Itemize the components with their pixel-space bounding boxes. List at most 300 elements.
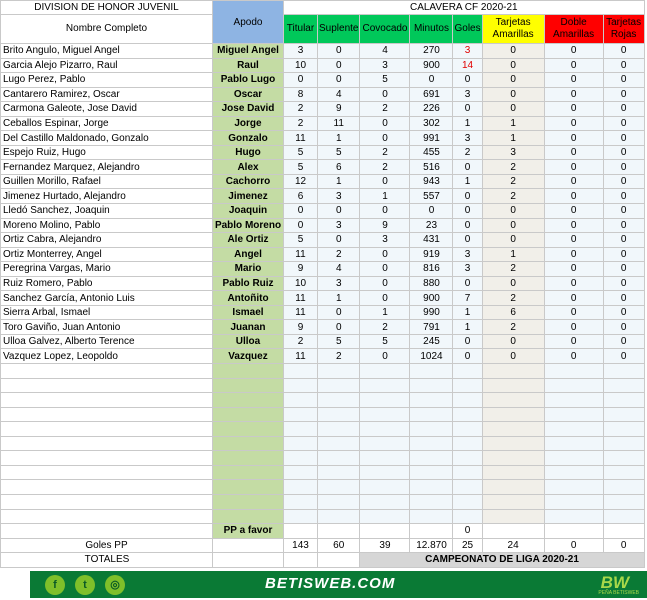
minutos-value[interactable]: 226 [410,102,453,117]
amarillas-value[interactable]: 0 [482,44,544,59]
player-nickname[interactable]: Cachorro [213,174,284,189]
rojas-value[interactable]: 0 [603,262,644,277]
empty-cell[interactable] [544,524,603,539]
empty-cell[interactable] [318,465,360,480]
minutos-value[interactable]: 270 [410,44,453,59]
minutos-value[interactable]: 431 [410,233,453,248]
empty-cell[interactable] [284,480,318,495]
player-nickname[interactable]: Raul [213,58,284,73]
empty-cell[interactable] [213,553,284,568]
minutos-value[interactable]: 791 [410,320,453,335]
empty-cell[interactable] [360,393,410,408]
amarillas-value[interactable]: 0 [482,58,544,73]
titular-value[interactable]: 8 [284,87,318,102]
rojas-value[interactable]: 0 [603,102,644,117]
empty-cell[interactable] [1,451,213,466]
titular-value[interactable]: 0 [284,73,318,88]
titular-value[interactable]: 3 [284,44,318,59]
convocado-value[interactable]: 0 [360,262,410,277]
convocado-value[interactable]: 2 [360,320,410,335]
convocado-value[interactable]: 0 [360,131,410,146]
goles-value[interactable]: 7 [453,291,482,306]
amarillas-value[interactable]: 0 [482,349,544,364]
titular-value[interactable]: 11 [284,247,318,262]
empty-cell[interactable] [318,509,360,524]
rojas-value[interactable]: 0 [603,58,644,73]
empty-cell[interactable] [603,407,644,422]
empty-cell[interactable] [318,451,360,466]
convocado-value[interactable]: 0 [360,204,410,219]
empty-cell[interactable] [453,436,482,451]
convocado-value[interactable]: 0 [360,116,410,131]
player-name[interactable]: Lledó Sanchez, Joaquin [1,204,213,219]
empty-cell[interactable] [453,393,482,408]
suplente-value[interactable]: 5 [318,334,360,349]
empty-cell[interactable] [544,494,603,509]
rojas-value[interactable]: 0 [603,291,644,306]
empty-cell[interactable] [544,451,603,466]
goles-value[interactable]: 0 [453,218,482,233]
minutos-value[interactable]: 0 [410,73,453,88]
empty-cell[interactable] [603,509,644,524]
minutos-total[interactable]: 12.870 [410,538,453,553]
player-nickname[interactable]: Vazquez [213,349,284,364]
titular-value[interactable]: 2 [284,102,318,117]
suplente-value[interactable]: 3 [318,276,360,291]
amarillas-value[interactable]: 2 [482,174,544,189]
empty-cell[interactable] [360,465,410,480]
doble-amarillas-value[interactable]: 0 [544,276,603,291]
convocado-total[interactable]: 39 [360,538,410,553]
empty-cell[interactable] [544,465,603,480]
empty-cell[interactable] [410,422,453,437]
rojas-value[interactable]: 0 [603,334,644,349]
suplente-value[interactable]: 0 [318,320,360,335]
rojas-total[interactable]: 0 [603,538,644,553]
player-nickname[interactable]: Antoñito [213,291,284,306]
player-nickname[interactable]: Jorge [213,116,284,131]
empty-cell[interactable] [482,509,544,524]
amarillas-value[interactable]: 0 [482,204,544,219]
doble-amarillas-value[interactable]: 0 [544,204,603,219]
empty-cell[interactable] [318,407,360,422]
campeonato-label[interactable]: CAMPEONATO DE LIGA 2020-21 [360,553,644,568]
player-nickname[interactable]: Angel [213,247,284,262]
empty-cell[interactable] [410,436,453,451]
player-name[interactable]: Sanchez García, Antonio Luis [1,291,213,306]
empty-cell[interactable] [482,378,544,393]
goles-value[interactable]: 0 [453,102,482,117]
suplente-value[interactable]: 5 [318,145,360,160]
empty-cell[interactable] [544,378,603,393]
rojas-value[interactable]: 0 [603,233,644,248]
titular-value[interactable]: 11 [284,305,318,320]
minutos-value[interactable]: 816 [410,262,453,277]
player-nickname[interactable]: Pablo Moreno [213,218,284,233]
player-name[interactable]: Jimenez Hurtado, Alejandro [1,189,213,204]
empty-cell[interactable] [284,494,318,509]
rojas-value[interactable]: 0 [603,189,644,204]
empty-cell[interactable] [544,422,603,437]
amarillas-value[interactable]: 3 [482,145,544,160]
amarillas-value[interactable]: 0 [482,233,544,248]
amarillas-header[interactable]: Tarjetas Amarillas [482,15,544,44]
empty-cell[interactable] [603,524,644,539]
suplente-value[interactable]: 3 [318,218,360,233]
amarillas-value[interactable]: 2 [482,189,544,204]
minutos-value[interactable]: 900 [410,58,453,73]
empty-cell[interactable] [410,480,453,495]
goles-value[interactable]: 3 [453,87,482,102]
convocado-value[interactable]: 1 [360,305,410,320]
minutos-value[interactable]: 557 [410,189,453,204]
doble-amarillas-value[interactable]: 0 [544,305,603,320]
player-name[interactable]: Ruiz Romero, Pablo [1,276,213,291]
titular-value[interactable]: 5 [284,145,318,160]
empty-cell[interactable] [318,364,360,379]
suplente-value[interactable]: 1 [318,131,360,146]
player-nickname[interactable]: Alex [213,160,284,175]
suplente-value[interactable]: 11 [318,116,360,131]
club-season-title[interactable]: CALAVERA CF 2020-21 [284,1,645,15]
doble-amarillas-value[interactable]: 0 [544,233,603,248]
player-name[interactable]: Garcia Alejo Pizarro, Raul [1,58,213,73]
empty-cell[interactable] [603,393,644,408]
suplente-value[interactable]: 0 [318,204,360,219]
empty-cell[interactable] [213,436,284,451]
doble-amarillas-value[interactable]: 0 [544,262,603,277]
amarillas-value[interactable]: 1 [482,247,544,262]
suplente-header[interactable]: Suplente [318,15,360,44]
suplente-value[interactable]: 4 [318,87,360,102]
player-nickname[interactable]: Ismael [213,305,284,320]
goles-value[interactable]: 0 [453,334,482,349]
empty-cell[interactable] [410,393,453,408]
empty-cell[interactable] [213,509,284,524]
convocado-value[interactable]: 2 [360,145,410,160]
rojas-value[interactable]: 0 [603,131,644,146]
titular-value[interactable]: 0 [284,218,318,233]
player-name[interactable]: Espejo Ruiz, Hugo [1,145,213,160]
empty-cell[interactable] [213,465,284,480]
empty-cell[interactable] [318,480,360,495]
minutos-value[interactable]: 1024 [410,349,453,364]
convocado-value[interactable]: 0 [360,247,410,262]
convocado-value[interactable]: 2 [360,102,410,117]
empty-cell[interactable] [603,378,644,393]
empty-cell[interactable] [482,480,544,495]
empty-cell[interactable] [482,364,544,379]
player-nickname[interactable]: Jose David [213,102,284,117]
empty-cell[interactable] [284,524,318,539]
empty-cell[interactable] [1,494,213,509]
titular-value[interactable]: 10 [284,276,318,291]
empty-cell[interactable] [1,436,213,451]
suplente-total[interactable]: 60 [318,538,360,553]
empty-cell[interactable] [213,538,284,553]
doble-amarillas-value[interactable]: 0 [544,116,603,131]
rojas-value[interactable]: 0 [603,174,644,189]
doble-amarillas-value[interactable]: 0 [544,102,603,117]
empty-cell[interactable] [1,465,213,480]
empty-cell[interactable] [410,524,453,539]
empty-cell[interactable] [360,407,410,422]
empty-cell[interactable] [453,480,482,495]
empty-cell[interactable] [1,364,213,379]
player-nickname[interactable]: Joaquin [213,204,284,219]
empty-cell[interactable] [1,509,213,524]
suplente-value[interactable]: 6 [318,160,360,175]
titular-value[interactable]: 9 [284,320,318,335]
minutos-value[interactable]: 455 [410,145,453,160]
empty-cell[interactable] [453,451,482,466]
goles-value[interactable]: 0 [453,160,482,175]
convocado-value[interactable]: 4 [360,44,410,59]
empty-cell[interactable] [1,393,213,408]
minutos-value[interactable]: 919 [410,247,453,262]
convocado-value[interactable]: 0 [360,349,410,364]
empty-cell[interactable] [318,553,360,568]
doble-amarillas-value[interactable]: 0 [544,73,603,88]
amarillas-value[interactable]: 1 [482,116,544,131]
empty-cell[interactable] [482,436,544,451]
goles-value[interactable]: 1 [453,305,482,320]
convocado-header[interactable]: Covocado [360,15,410,44]
goles-header[interactable]: Goles [453,15,482,44]
empty-cell[interactable] [360,509,410,524]
player-name[interactable]: Del Castillo Maldonado, Gonzalo [1,131,213,146]
convocado-value[interactable]: 0 [360,291,410,306]
goles-value[interactable]: 1 [453,320,482,335]
suplente-value[interactable]: 0 [318,233,360,248]
empty-cell[interactable] [284,407,318,422]
empty-cell[interactable] [360,494,410,509]
doble-amarillas-value[interactable]: 0 [544,145,603,160]
minutos-value[interactable]: 900 [410,291,453,306]
minutos-value[interactable]: 991 [410,131,453,146]
player-name[interactable]: Carmona Galeote, Jose David [1,102,213,117]
doble-amarillas-value[interactable]: 0 [544,334,603,349]
empty-cell[interactable] [603,465,644,480]
titular-value[interactable]: 11 [284,131,318,146]
titular-value[interactable]: 11 [284,349,318,364]
suplente-value[interactable]: 1 [318,174,360,189]
empty-cell[interactable] [603,451,644,466]
suplente-value[interactable]: 2 [318,247,360,262]
minutos-value[interactable]: 691 [410,87,453,102]
empty-cell[interactable] [603,494,644,509]
suplente-value[interactable]: 0 [318,73,360,88]
player-nickname[interactable]: Pablo Lugo [213,73,284,88]
doble-amarillas-value[interactable]: 0 [544,349,603,364]
rojas-value[interactable]: 0 [603,305,644,320]
minutos-value[interactable]: 943 [410,174,453,189]
twitter-icon[interactable]: t [75,575,95,595]
empty-cell[interactable] [544,364,603,379]
titular-value[interactable]: 10 [284,58,318,73]
doble-amarillas-value[interactable]: 0 [544,58,603,73]
titular-value[interactable]: 5 [284,233,318,248]
rojas-value[interactable]: 0 [603,349,644,364]
convocado-value[interactable]: 5 [360,73,410,88]
minutos-value[interactable]: 990 [410,305,453,320]
empty-cell[interactable] [318,378,360,393]
empty-cell[interactable] [318,524,360,539]
convocado-value[interactable]: 9 [360,218,410,233]
empty-cell[interactable] [284,553,318,568]
empty-cell[interactable] [360,364,410,379]
empty-cell[interactable] [453,465,482,480]
empty-cell[interactable] [1,378,213,393]
player-name[interactable]: Sierra Arbal, Ismael [1,305,213,320]
empty-cell[interactable] [284,364,318,379]
titular-value[interactable]: 11 [284,291,318,306]
empty-cell[interactable] [603,364,644,379]
amarillas-value[interactable]: 2 [482,291,544,306]
empty-cell[interactable] [284,378,318,393]
empty-cell[interactable] [318,393,360,408]
titular-header[interactable]: Titular [284,15,318,44]
empty-cell[interactable] [284,422,318,437]
convocado-value[interactable]: 0 [360,276,410,291]
goles-value[interactable]: 1 [453,116,482,131]
suplente-value[interactable]: 2 [318,349,360,364]
titular-value[interactable]: 0 [284,204,318,219]
minutos-value[interactable]: 302 [410,116,453,131]
player-name[interactable]: Ortiz Monterrey, Angel [1,247,213,262]
minutos-value[interactable]: 0 [410,204,453,219]
empty-cell[interactable] [213,422,284,437]
doble-amarillas-value[interactable]: 0 [544,291,603,306]
goles-value[interactable]: 1 [453,174,482,189]
empty-cell[interactable] [318,436,360,451]
player-name[interactable]: Ulloa Galvez, Alberto Terence [1,334,213,349]
empty-cell[interactable] [410,407,453,422]
player-name[interactable]: Cantarero Ramirez, Oscar [1,87,213,102]
player-name[interactable]: Lugo Perez, Pablo [1,73,213,88]
amarillas-value[interactable]: 0 [482,87,544,102]
convocado-value[interactable]: 2 [360,160,410,175]
amarillas-value[interactable]: 0 [482,102,544,117]
goles-value[interactable]: 0 [453,73,482,88]
empty-cell[interactable] [410,494,453,509]
suplente-value[interactable]: 0 [318,58,360,73]
empty-cell[interactable] [213,451,284,466]
empty-cell[interactable] [453,509,482,524]
rojas-header[interactable]: Tarjetas Rojas [603,15,644,44]
doble-amarillas-header[interactable]: Doble Amarillas [544,15,603,44]
titular-total[interactable]: 143 [284,538,318,553]
empty-cell[interactable] [318,422,360,437]
goles-value[interactable]: 0 [453,276,482,291]
empty-cell[interactable] [213,480,284,495]
goles-value[interactable]: 3 [453,247,482,262]
doble-total[interactable]: 0 [544,538,603,553]
suplente-value[interactable]: 4 [318,262,360,277]
rojas-value[interactable]: 0 [603,204,644,219]
empty-cell[interactable] [410,378,453,393]
player-nickname[interactable]: Juanan [213,320,284,335]
goles-value[interactable]: 14 [453,58,482,73]
player-name[interactable]: Guillen Morillo, Rafael [1,174,213,189]
player-name[interactable]: Moreno Molino, Pablo [1,218,213,233]
player-name[interactable]: Vazquez Lopez, Leopoldo [1,349,213,364]
suplente-value[interactable]: 0 [318,44,360,59]
empty-cell[interactable] [213,494,284,509]
nombre-header[interactable]: Nombre Completo [1,15,213,44]
empty-cell[interactable] [213,393,284,408]
doble-amarillas-value[interactable]: 0 [544,320,603,335]
empty-cell[interactable] [1,407,213,422]
amarillas-value[interactable]: 1 [482,131,544,146]
minutos-header[interactable]: Minutos [410,15,453,44]
player-name[interactable]: Brito Angulo, Miguel Angel [1,44,213,59]
player-name[interactable]: Ortiz Cabra, Alejandro [1,233,213,248]
empty-cell[interactable] [453,378,482,393]
empty-cell[interactable] [284,451,318,466]
rojas-value[interactable]: 0 [603,218,644,233]
empty-cell[interactable] [453,494,482,509]
empty-cell[interactable] [482,407,544,422]
empty-cell[interactable] [360,480,410,495]
division-title[interactable]: DIVISION DE HONOR JUVENIL [1,1,213,15]
empty-cell[interactable] [453,364,482,379]
empty-cell[interactable] [410,364,453,379]
minutos-value[interactable]: 245 [410,334,453,349]
suplente-value[interactable]: 3 [318,189,360,204]
player-nickname[interactable]: Ulloa [213,334,284,349]
empty-cell[interactable] [360,524,410,539]
doble-amarillas-value[interactable]: 0 [544,218,603,233]
empty-cell[interactable] [544,407,603,422]
empty-cell[interactable] [360,422,410,437]
amarillas-value[interactable]: 6 [482,305,544,320]
minutos-value[interactable]: 23 [410,218,453,233]
convocado-value[interactable]: 0 [360,87,410,102]
suplente-value[interactable]: 0 [318,305,360,320]
empty-cell[interactable] [482,422,544,437]
suplente-value[interactable]: 9 [318,102,360,117]
empty-cell[interactable] [603,422,644,437]
doble-amarillas-value[interactable]: 0 [544,87,603,102]
apodo-header[interactable]: Apodo [213,1,284,44]
convocado-value[interactable]: 3 [360,233,410,248]
doble-amarillas-value[interactable]: 0 [544,189,603,204]
empty-cell[interactable] [482,393,544,408]
amarillas-value[interactable]: 2 [482,160,544,175]
empty-cell[interactable] [482,524,544,539]
facebook-icon[interactable]: f [45,575,65,595]
minutos-value[interactable]: 880 [410,276,453,291]
empty-cell[interactable] [1,524,213,539]
amarillas-value[interactable]: 0 [482,334,544,349]
instagram-icon[interactable]: ◎ [105,575,125,595]
convocado-value[interactable]: 1 [360,189,410,204]
titular-value[interactable]: 5 [284,160,318,175]
empty-cell[interactable] [482,494,544,509]
empty-cell[interactable] [544,480,603,495]
empty-cell[interactable] [544,393,603,408]
amarillas-value[interactable]: 0 [482,218,544,233]
pp-a-favor-label[interactable]: PP a favor [213,524,284,539]
rojas-value[interactable]: 0 [603,116,644,131]
player-nickname[interactable]: Mario [213,262,284,277]
empty-cell[interactable] [410,509,453,524]
empty-cell[interactable] [360,451,410,466]
goles-value[interactable]: 3 [453,262,482,277]
rojas-value[interactable]: 0 [603,160,644,175]
empty-cell[interactable] [544,509,603,524]
